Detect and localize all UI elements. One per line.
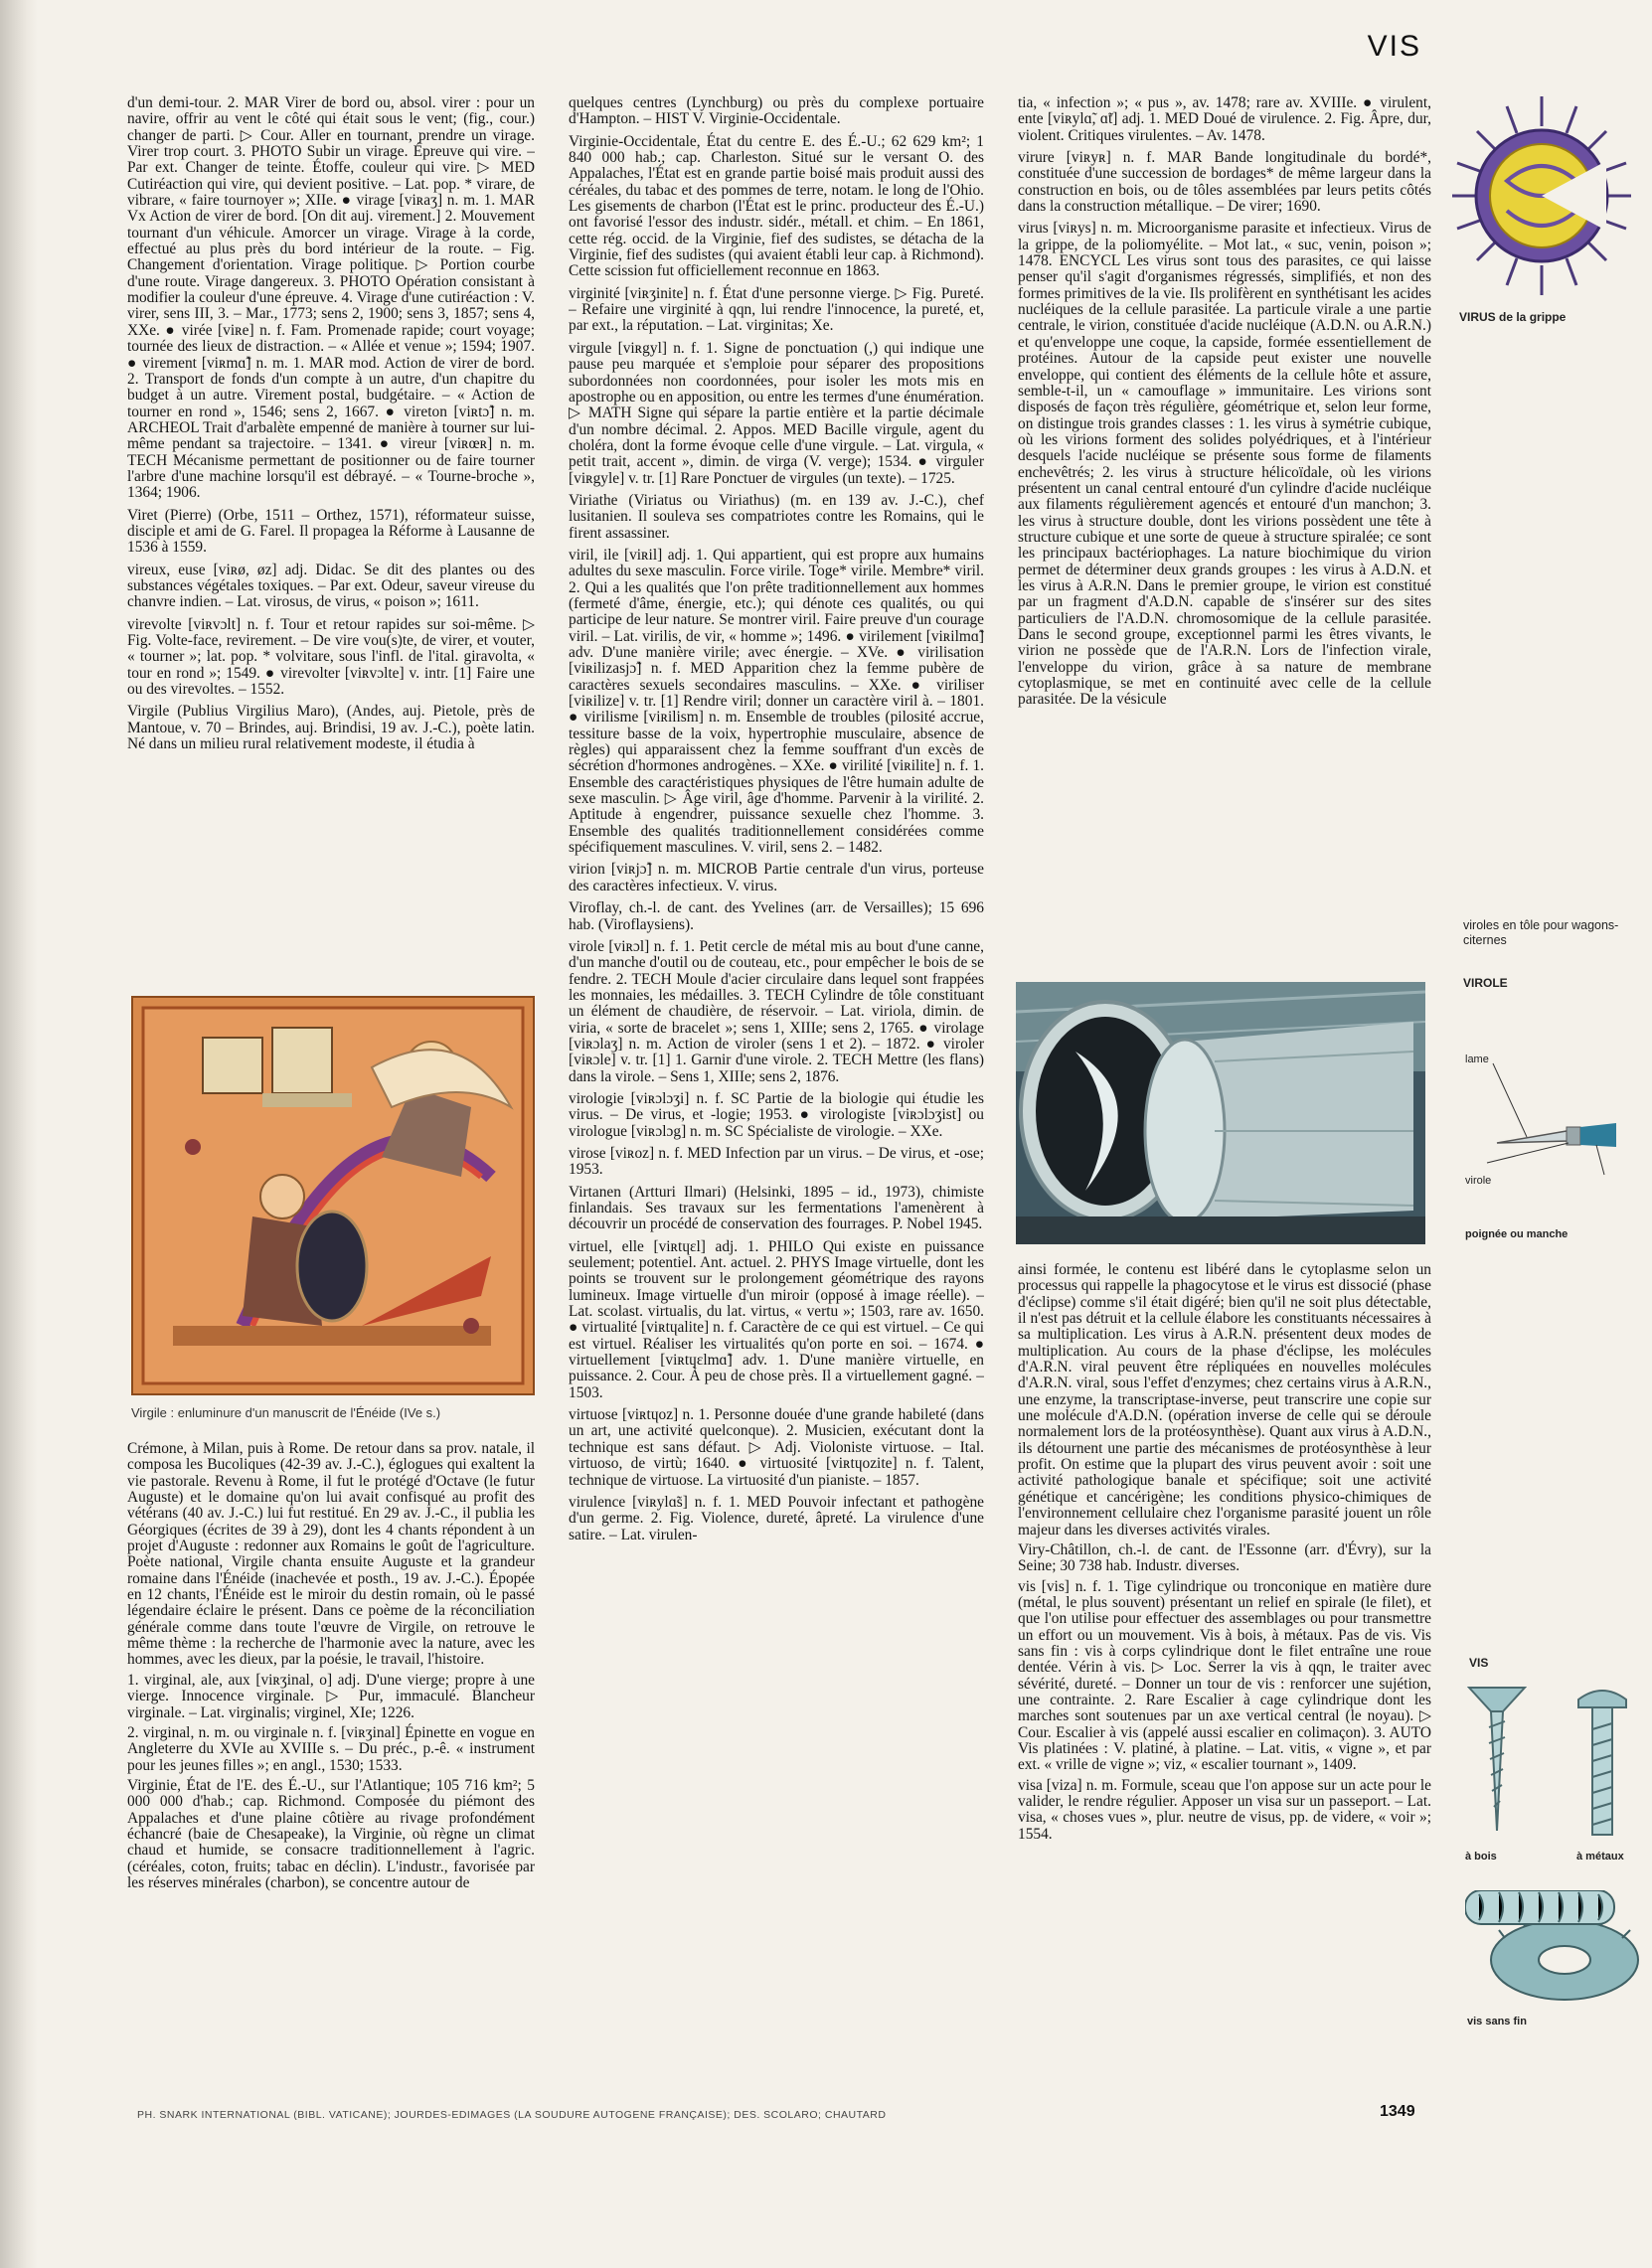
entry-paragraph: virologie [viʀɔlɔʒi] n. f. SC Partie de la biologie qui étudie les virus. – De virus, et -logie; 1953. ● virologiste [viʀɔlɔʒist] ou virologue [viʀɔlɔg] n. m. SC Spécialiste de virologie. – XXe. [569, 1089, 984, 1140]
virus-grippe-illustration [1447, 91, 1636, 300]
entry-paragraph: Virtanen (Artturi Ilmari) (Helsinki, 1895 – id., 1973), chimiste finlandais. Ses travaux sur les fermentations l'amenèrent à découvrir un procédé de conservation des fourrages. P. Nobel 1945. [569, 1183, 984, 1233]
entry-paragraph: ainsi formée, le contenu est libéré dans le cytoplasme selon un processus qui rappelle la phagocytose et le virus est dissocié (phase d'éclipse) comme s'il était digéré; bien qu'il ne soit plus détectable, il n'est pas détruit et la cellule élabore les constituants nécessaires à sa multiplication. Les virus à A.R.N. présentent deux modes de multiplication. Au cours de la phase d'éclipse, les molécules d'A.R.N. viral peuvent être répliquées en nouvelles molécules d'A.R.N. viral, sous l'effet d'enzymes; chez certains virus à A.R.N., une enzyme, la transcriptase-inverse, peut transcrire une copie sur une molécule d'A.D.N. (opération inverse de celle qui se déroule normalement lors de la protéosynthèse). Quant aux virus à A.D.N., ils détournent une partie des mécanismes de protéosynthèse à leur profit. On estime que la plupart des virus peuvent avoir : soit une activité pathologique banale et spécifique; soit une activité génétique et cancérigène; les conditions physico-chimiques de l'environnement cellulaire chez l'organisme parasité jouent un rôle majeur dans les diverses activités virales. [1018, 1262, 1431, 1539]
entry-paragraph: Viry-Châtillon, ch.-l. de cant. de l'Essonne (arr. d'Évry), sur la Seine; 30 738 hab. Industr. diverses. [1018, 1540, 1431, 1575]
virole-lame-label: lame [1465, 1053, 1489, 1065]
entry-paragraph: 1. virginal, ale, aux [viʀʒinal, o] adj. D'une vierge; propre à une vierge. Innocence virginale. ▷ Pur, immaculé. Blancheur virginale. – Lat. virginalis; virginel, XIe; 1226. [127, 1671, 535, 1721]
vis-sansfin-label: vis sans fin [1467, 2016, 1527, 2027]
entry-paragraph: Viroflay, ch.-l. de cant. des Yvelines (arr. de Versailles); 15 696 hab. (Viroflaysiens). [569, 899, 984, 933]
virole-title: VIROLE [1463, 976, 1508, 990]
entry-paragraph: virevolte [viʀvɔlt] n. f. Tour et retour rapides sur soi-même. ▷ Fig. Volte-face, revirement. – De vire vou(s)te, de virer, et vouter, « tourner »; lat. pop. * volvitare, sous l'infl. de l'ital. giravolta, « tour en rond »; 1549. ● virevolter [viʀvɔlte] v. intr. [1] Faire une ou des virevoltes. – 1552. [127, 615, 535, 699]
entry-paragraph: virus [viʀys] n. m. Microorganisme parasite et infectieux. Virus de la grippe, de la poliomyélite. – Mot lat., « suc, venin, poison »; 1478. ENCYCL Les virus sont tous des parasites, ce qui laisse penser qu'il s'agit d'organismes régressés, simplifiés, et non des formes primitives de la vie. Ils prolifèrent en synthétisant les acides nucléiques de la cellule parasitée. La particule virale a une partie centrale, le virion, constituée d'acide nucléique (A.D.N. ou A.R.N.) et qu'enveloppe une coque, la capside, formée essentiellement de protéines. Autour de la capside peut exister une nouvelle enveloppe, qui contient des éléments de la cellule hôte et assure, semble-t-il, un « camouflage » immunitaire. Les virions sont disposés de façon très régulière, géométrique et, selon leur forme, on distingue trois grandes classes : 1. les virus à symétrie cubique, où les virions forment des solides polyédriques, et à l'intérieur desquels l'acide nucléique se présente sous forme de filaments enchevêtrés; 2. les virus à structure hélicoïdale, où les virions présentent un canal central entouré d'un cylindre d'acide nucléique aux filaments régulièrement agencés et entouré d'un manchon; 3. les virus à structure double, dont les virions possèdent une tête à structure cubique et une sorte de queue à structure spiralée; ce sont les principaux bactériophages. La nature biochimique du virion permet de déterminer deux grands groupes : les virus à A.D.N. et les virus à A.R.N. Dans le premier groupe, le virion est constitué par un fragment d'A.D.N. capable de s'insérer sur des sites particuliers de l'A.D.N. chromosomique de la cellule parasitée. Dans le second groupe, exceptionnel parmi les êtres vivants, le virion ne possède que de l'A.R.N. Lors de l'infection virale, l'enveloppe du virion, grâce à sa nature de membrane cytoplasmique, se met en continuité avec celle de la cellule parasitée. De la vésicule [1018, 220, 1431, 709]
worm-gear-illustration [1465, 1890, 1644, 2006]
metal-screw-illustration [1574, 1682, 1630, 1837]
vis-metaux-label: à métaux [1576, 1851, 1624, 1863]
entry-paragraph: Virginie, État de l'E. des É.-U., sur l'Atlantique; 105 716 km²; 5 000 000 d'hab.; cap. Richmond. Composée du piémont des Appalaches et d'une plaine côtière au rivage profondément échancré (baie de Chesapeake), la Virginie, où règne un climat chaud et humide, se consacre traditionnellement à l'agric. (céréales, coton, fruits; tabac en déclin). L'industr., favorisée par les réserves minérales (charbon), se concentre autour de [127, 1776, 535, 1891]
column-1 [127, 95, 535, 990]
entry-paragraph: 2. virginal, n. m. ou virginale n. f. [viʀʒinal] Épinette en vogue en Angleterre du XVIe au XVIIIe s. – Du préc., p.-ê. « instrument pour les jeunes filles »; en angl., 1530; 1533. [127, 1723, 535, 1774]
virole-poignee-label: poignée ou manche [1465, 1228, 1569, 1240]
vis-bois-label: à bois [1465, 1851, 1497, 1863]
column-3-continued [1018, 1262, 1431, 2107]
column-1-continued [127, 1441, 535, 2117]
entry-paragraph: Crémone, à Milan, puis à Rome. De retour dans sa prov. natale, il composa les Bucoliques (42-39 av. J.-C.), églogues qui exaltent la vie pastorale. Revenu à Rome, il fut le protégé d'Octave (le futur Auguste) et le domaine qu'on lui avait confisqué au profit des vétérans (40 av. J.-C.) lui fut restitué. En 29 av. J.-C., il publia les Géorgiques (écrites de 39 à 29), dont les 4 chants répondent à un projet d'Auguste : redonner aux Romains le goût de l'agriculture. Poète national, Virgile chanta ensuite Auguste et la grandeur romaine dans l'Énéide (inachevée et posth., 19 av. J.-C.). Épopée en 12 chants, l'Énéide est le miroir du destin romain, où le passé légendaire éclaire le présent. Dans ce poème de la réconciliation générale comme dans toute l'œuvre de Virgile, on retrouve le même thème : la recherche de l'harmonie avec la nature, avec les hommes, avec les dieux, par la poésie, le travail, l'histoire. [127, 1441, 535, 1669]
entry-paragraph: Viret (Pierre) (Orbe, 1511 – Orthez, 1571), réformateur suisse, disciple et ami de G. Farel. Il propagea la Réforme à Lausanne de 1536 à 1559. [127, 506, 535, 557]
column-2 [569, 95, 984, 2113]
virgile-illumination-image [131, 996, 535, 1395]
entry-paragraph: vireux, euse [viʀø, øz] adj. Didac. Se dit des plantes ou des substances végétales toxiques. – Par ext. Odeur, saveur vireuse du chanvre indien. – Lat. virosus, de virus, « poison »; 1611. [127, 561, 535, 611]
photo-credits: PH. SNARK INTERNATIONAL (BIBL. VATICANE); JOURDES-EDIMAGES (LA SOUDURE AUTOGENE FRANÇAISE); DES. SCOLARO; CHAUTARD [137, 2109, 887, 2121]
page-gutter-shadow [0, 0, 38, 2268]
entry-paragraph: vis [vis] n. f. 1. Tige cylindrique ou tronconique en matière dure (métal, le plus souvent) présentant un relief en spirale (le filet), et que l'on utilise pour effectuer des assemblages ou pour transmettre un effort ou un mouvement. Vis à bois, à métaux. Pas de vis. Vis sans fin : vis à corps cylindrique dont le filet entraîne une roue dentée. Vérin à vis. ▷ Loc. Serrer la vis à qqn, le traiter avec sévérité, dureté. – Donner un tour de vis : renforcer une sujétion, une contrainte. 2. Rare Escalier à cage cylindrique dont les marches sont soutenues par un axe vertical central (le noyau). ▷ Cour. Escalier à vis (appelé aussi escalier en colimaçon). 3. AUTO Vis platinées : V. platiné, à platine. – Lat. vitis, « vigne », et par ext. « vrille de vigne »; viz, « escalier tournant », 1409. [1018, 1577, 1431, 1774]
entry-paragraph: viril, ile [viʀil] adj. 1. Qui appartient, qui est propre aux humains adultes du sexe masculin. Force virile. Toge* virile. Membre* viril. 2. Qui a les qualités que l'on prête traditionnellement aux hommes (fermeté d'âme, énergie, etc.); qui dénote ces qualités, ou qui participe de leur nature. Se montrer viril. Faire preuve d'un courage viril. – Lat. virilis, de vir, « homme »; 1496. ● virilement [viʀilmɑ̃] adv. D'une manière virile; avec énergie. – XVe. ● virilisation [viʀilizasjɔ̃] n. f. MED Apparition chez la femme pubère de caractères sexuels secondaires masculins. – XXe. ● viriliser [viʀilize] v. tr. [1] Rendre viril; donner un caractère viril à. – 1801. ● virilisme [viʀilism] n. m. Ensemble de troubles (pilosité accrue, tessiture basse de la voix, hypertrophie musculaire, absence de règles) qui apparaissent chez la femme souffrant d'un excès de sécrétion d'hormones androgènes. – XXe. ● virilité [viʀilite] n. f. 1. Ensemble des caractéristiques physiques de l'être humain adulte de sexe masculin. ▷ Âge viril, âge d'homme. Parvenir à la virilité. 2. Aptitude à engendrer, puissance sexuelle chez l'homme. 3. Ensemble des qualités traditionnellement considérées comme spécifiquement masculines. V. viril, sens 2. – 1482. [569, 546, 984, 857]
vis-title: VIS [1469, 1656, 1489, 1670]
entry-paragraph: quelques centres (Lynchburg) ou près du complexe portuaire d'Hampton. – HIST V. Virginie-Occidentale. [569, 95, 984, 128]
entry-paragraph: virure [viʀyʀ] n. f. MAR Bande longitudinale du bordé*, constituée d'une succession de bordages* de même largeur dans la construction en bois, ou de tôles assemblées par leurs petits côtés dans la construction métallique. – De virer; 1690. [1018, 149, 1431, 216]
entry-paragraph: tia, « infection »; « pus », av. 1478; rare av. XVIIIe. ● virulent, ente [viʀylɑ̃, ɑ̃t] adj. 1. MED Doué de virulence. 2. Fig. Âpre, dur, violent. Critiques virulentes. – Av. 1478. [1018, 95, 1431, 144]
viroles-caption: viroles en tôle pour wagons-citernes [1463, 918, 1619, 947]
entry-paragraph: d'un demi-tour. 2. MAR Virer de bord ou, absol. virer : pour un navire, offrir au vent le côté qui était sous le vent; (fig., cour.) changer de parti. ▷ Cour. Aller en tournant, prendre un virage. Virer trop court. 3. PHOTO Subir un virage. Épreuve qui vire. – Par ext. Changer de teinte. Étoffe, couleur qui vire. ▷ MED Cutiréaction qui vire, qui devient positive. – Lat. pop. * virare, de vibrare, « faire tournoyer »; XIIe. ● virage [viʀaʒ] n. m. 1. MAR Vx Action de virer de bord. [On dit auj. virement.] 2. Mouvement tournant d'un véhicule. Amorcer un virage. Virage à la corde, effectué au plus près du bord intérieur de la route. – Fig. Changement d'orientation. Virage politique. ▷ Portion courbe d'une route. Virage dangereux. 3. PHOTO Opération consistant à modifier la couleur d'une épreuve. 4. Virage d'une cutiréaction : V. virer, sens III, 3. – Mar., 1773; sens 2, 1900; sens 3, 1857; sens 4, XXe. ● virée [viʀe] n. f. Fam. Promenade rapide; court voyage; tournée des lieux de distraction. – « Allée et venue »; 1594; 1907. ● virement [viʀmɑ̃] n. m. 1. MAR mod. Action de virer de bord. 2. Transport de fonds d'un compte à un autre, d'un chapitre du budget à un autre. Virement postal, budgétaire. – « Action de tourner en rond », 1546; sens 2, 1667. ● vireton [viʀtɔ̃] n. m. ARCHEOL Trait d'arbalète empenné de manière à tourner sur lui-même pendant sa trajectoire. – 1341. ● vireur [viʀœʀ] n. m. TECH Mécanisme permettant de positionner ou de faire tourner l'arbre d'une machine lorsqu'il est débrayé. – « Tourne-broche », 1364; 1906. [127, 95, 535, 502]
page-number: 1349 [1380, 2103, 1415, 2120]
running-head: VIS [1367, 30, 1421, 63]
entry-paragraph: virion [viʀjɔ̃] n. m. MICROB Partie centrale d'un virus, porteuse des caractères infectieux. V. virus. [569, 861, 984, 894]
entry-paragraph: virole [viʀɔl] n. f. 1. Petit cercle de métal mis au bout d'une canne, d'un manche d'outil ou de couteau, etc., pour empêcher le bois de se fendre. 2. TECH Moule d'acier circulaire dans lequel sont frappées les monnaies, les médailles. 3. TECH Cylindre de tôle constituant un élément de chaudière, de réservoir. – Lat. viriola, dimin. de viria, « sorte de bracelet »; sens 1, XIIIe; sens 2, 1765. ● virolage [viʀɔlaʒ] n. m. Action de viroler (sens 1 et 2). – 1872. ● viroler [viʀɔle] v. tr. [1] 1. Garnir d'une virole. 2. TECH Mettre (les flans) dans la virole. – Sens 1, XIIIe; sens 2, 1876. [569, 937, 984, 1085]
entry-paragraph: Virgile (Publius Virgilius Maro), (Andes, auj. Pietole, près de Mantoue, v. 70 – Brindes, auj. Brindisi, 19 av. J.-C.), poète latin. Né dans un milieu rural relativement modeste, il étudia à [127, 703, 535, 753]
viroles-wagon-photo [1016, 982, 1425, 1244]
virgile-caption: Virgile : enluminure d'un manuscrit de l'Énéide (IVe s.) [131, 1405, 441, 1420]
entry-paragraph: virulence [viʀylɑ̃s] n. f. 1. MED Pouvoir infectant et pathogène d'un germe. 2. Fig. Violence, dureté, âpreté. La virulence d'une satire. – Lat. virulen- [569, 1493, 984, 1543]
column-3 [1018, 95, 1431, 970]
virole-virole-label: virole [1465, 1175, 1492, 1187]
entry-paragraph: Virginie-Occidentale, État du centre E. des É.-U.; 62 629 km²; 1 840 000 hab.; cap. Charleston. Situé sur le versant O. des Appalaches, l'État est en grande partie boisé mais produit aussi des céréales, du tabac et des pommes de terre, notam. le long de l'Ohio. Les gisements de charbon (l'État est le princ. producteur des É.-U.) ont favorisé l'essor des industr. sidér., métall. et chim. – En 1861, cette rég. occid. de la Virginie, fief des sudistes, se détacha de la Virginie, fief des sudistes (qui avaient établi leur cap. à Richmond). Cette scission fut officiellement reconnue en 1863. [569, 132, 984, 280]
entry-paragraph: virtuel, elle [viʀtɥɛl] adj. 1. PHILO Qui existe en puissance seulement; potentiel. Ant. actuel. 2. PHYS Image virtuelle, dont les points se trouvent sur le prolongement géométrique des rayons lumineux. Image virtuelle d'un miroir (opposé à image réelle). – Lat. scolast. virtualis, du lat. virtus, « vertu »; 1503, rare av. 1650. ● virtualité [viʀtɥalite] n. f. Caractère de ce qui est virtuel. – Ce qui est virtuel. Réaliser les virtualités qu'on porte en soi. – 1674. ● virtuellement [viʀtɥɛlmɑ̃] adv. 1. D'une manière virtuelle, en puissance. 2. Cour. À peu de chose près. Il a virtuellement gagné. – 1503. [569, 1237, 984, 1401]
entry-paragraph: Viriathe (Viriatus ou Viriathus) (m. en 139 av. J.-C.), chef lusitanien. Il souleva ses compatriotes contre les Romains, qui le firent assassiner. [569, 491, 984, 542]
entry-paragraph: virginité [viʀʒinite] n. f. État d'une personne vierge. ▷ Fig. Pureté. – Refaire une virginité à qqn, lui rendre l'innocence, la pureté, et, par ext., la réputation. – Lat. virginitas; Xe. [569, 284, 984, 335]
entry-paragraph: virose [viʀoz] n. f. MED Infection par un virus. – De virus, et -ose; 1953. [569, 1144, 984, 1179]
virus-caption: VIRUS de la grippe [1459, 310, 1567, 324]
wood-screw-illustration [1467, 1684, 1527, 1833]
entry-paragraph: visa [viza] n. m. Formule, sceau que l'on appose sur un acte pour le valider, le rendre régulier. Apposer un visa sur un passeport. – Lat. visa, « choses vues », plur. neutre de visus, pp. de videre, « voir »; 1554. [1018, 1776, 1431, 1843]
illustration-sidebar [1447, 0, 1652, 2268]
entry-paragraph: virtuose [viʀtɥoz] n. 1. Personne douée d'une grande habileté (dans un art, une activité quelconque). 2. Musicien, exécutant dont la technique est sans défaut. ▷ Adj. Violoniste virtuose. – Ital. virtuoso, de virtù; 1640. ● virtuosité [viʀtɥozite] n. f. Talent, technique de virtuose. La virtuosité d'un pianiste. – 1857. [569, 1406, 984, 1489]
entry-paragraph: virgule [viʀgyl] n. f. 1. Signe de ponctuation (,) qui indique une pause peu marquée et s'emploie pour séparer des propositions subordonnées non coordonnées, pour isoler les mots mis en apostrophe ou en apposition, ou entre les termes d'une énumération. ▷ MATH Signe qui sépare la partie entière et la partie décimale d'un nombre décimal. 2. Appos. MED Bacille virgule, agent du choléra, dont la forme évoque celle d'une virgule. – Lat. virgula, « petit trait, accent », dimin. de virga (V. verge); 1534. ● virguler [viʀgyle] v. tr. [1] Rare Ponctuer de virgules (un texte). – 1725. [569, 339, 984, 487]
